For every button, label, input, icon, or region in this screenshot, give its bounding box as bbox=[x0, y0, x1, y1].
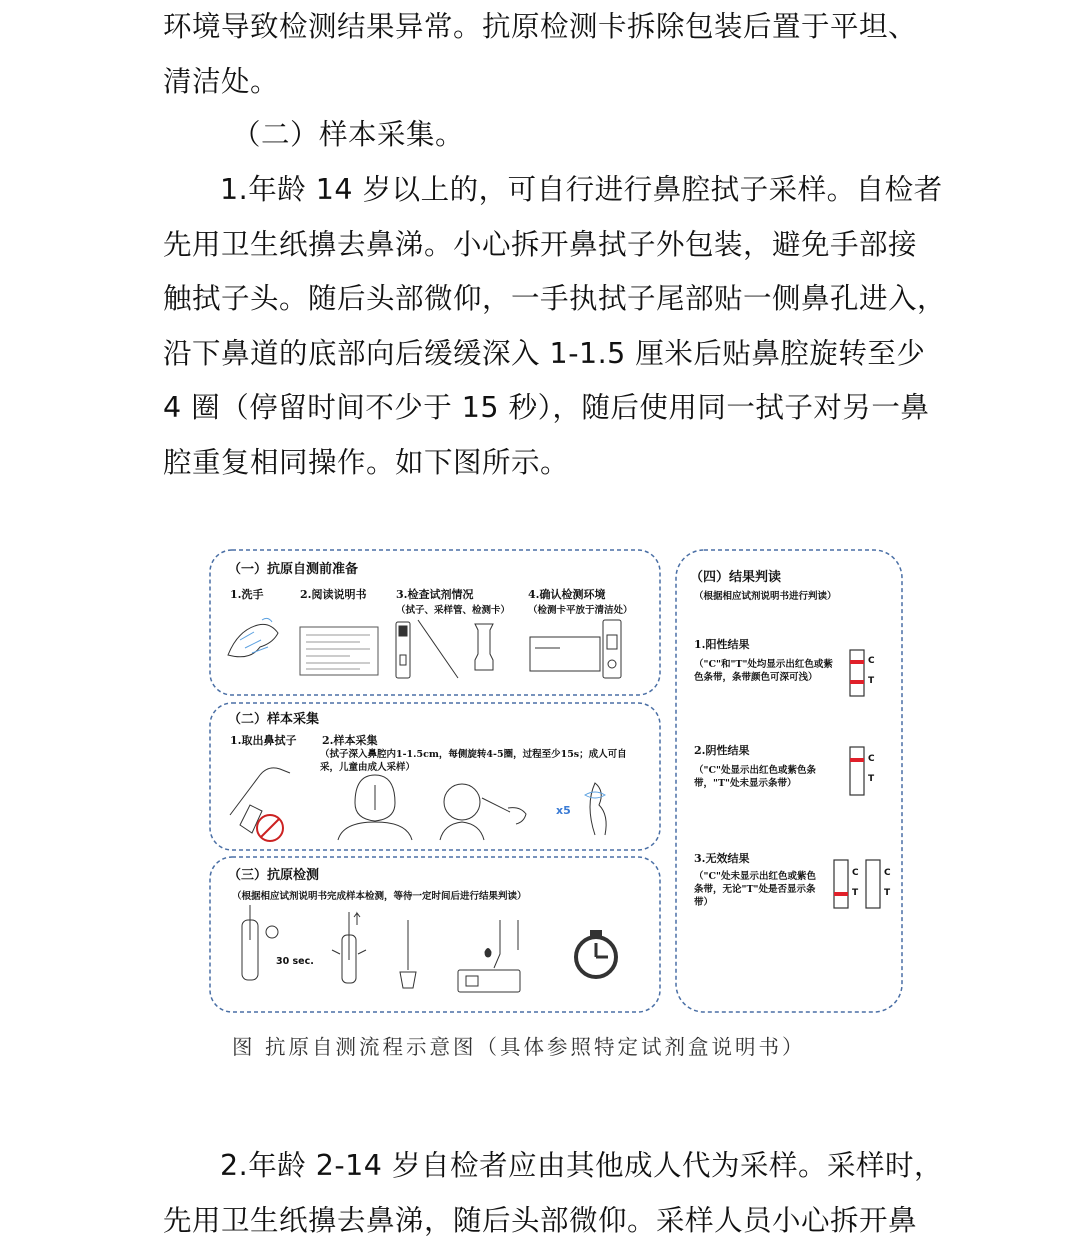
box-sampling-title: （二）样本采集 bbox=[228, 708, 319, 727]
step-read-manual: 2.阅读说明书 bbox=[300, 586, 366, 602]
step-check-kit-note: （拭子、采样管、检测卡） bbox=[396, 602, 510, 616]
text-line: 环境导致检测结果异常。抗原检测卡拆除包装后置于平坦、 bbox=[163, 0, 923, 55]
box-result-title: （四）结果判读 bbox=[690, 566, 781, 585]
invalid-title: 3.无效结果 bbox=[694, 850, 749, 866]
negative-t-label: T bbox=[868, 774, 874, 784]
invalid-c-label-2: C bbox=[884, 868, 891, 878]
paragraph-item-1 bbox=[163, 163, 923, 490]
detection-note: （根据相应试剂说明书完成样本检测，等待一定时间后进行结果判读） bbox=[232, 890, 642, 903]
box-detection-title: （三）抗原检测 bbox=[228, 864, 319, 883]
positive-t-band bbox=[850, 680, 864, 684]
child-sampling-icon bbox=[440, 784, 526, 840]
timer-icon bbox=[576, 930, 616, 977]
text-line: 1.年龄 14 岁以上的，可自行进行鼻腔拭子采样。自检者 bbox=[163, 163, 923, 218]
paragraph-top bbox=[163, 0, 923, 109]
text-line: 2.年龄 2-14 岁自检者应由其他成人代为采样。采样时， bbox=[163, 1139, 923, 1194]
invalid-t-label-1: T bbox=[852, 888, 858, 898]
invalid-strip-1 bbox=[834, 860, 848, 908]
section-heading-text: （二）样本采集。 bbox=[232, 108, 992, 163]
invalid-c-label-1: C bbox=[852, 868, 859, 878]
negative-strip bbox=[850, 747, 864, 795]
swab-package-icon bbox=[230, 768, 290, 841]
step-wash-hands: 1.洗手 bbox=[230, 586, 263, 602]
time-label: 30 sec. bbox=[276, 956, 314, 967]
manual-icon bbox=[300, 627, 378, 675]
test-environment-icon bbox=[530, 620, 621, 678]
test-card-drop-icon bbox=[458, 920, 520, 992]
negative-desc: （"C"处显示出红色或紫色条带，"T"处未显示条带） bbox=[694, 764, 834, 790]
positive-desc: （"C"和"T"处均显示出红色或紫色条带，条带颜色可深可浅） bbox=[694, 658, 834, 684]
positive-c-label: C bbox=[868, 656, 875, 666]
sample-tube-icon bbox=[242, 905, 278, 980]
section-heading bbox=[232, 108, 992, 163]
invalid-desc: （"C"处未显示出红色或紫色条带，无论"T"处是否显示条带） bbox=[694, 870, 824, 909]
dropper-icon bbox=[400, 920, 416, 988]
text-line: 沿下鼻道的底部向后缓缓深入 1-1.5 厘米后贴鼻腔旋转至少 bbox=[163, 327, 923, 382]
positive-title: 1.阳性结果 bbox=[694, 636, 749, 652]
nostril-rotation-icon bbox=[585, 783, 606, 835]
step-sample-collection: 2.样本采集 bbox=[322, 732, 377, 748]
positive-strip bbox=[850, 650, 864, 696]
self-sampling-icon bbox=[338, 775, 412, 840]
box-prep-title: （一）抗原自测前准备 bbox=[228, 558, 358, 577]
text-line: 腔重复相同操作。如下图所示。 bbox=[163, 436, 923, 491]
hand-wash-icon bbox=[228, 618, 278, 656]
text-line: 触拭子头。随后头部微仰，一手执拭子尾部贴一侧鼻孔进入， bbox=[163, 272, 923, 327]
reagent-kit-icon bbox=[396, 620, 493, 678]
text-line: 4 圈（停留时间不少于 15 秒），随后使用同一拭子对另一鼻 bbox=[163, 381, 923, 436]
negative-c-label: C bbox=[868, 754, 875, 764]
invalid-strip-2 bbox=[866, 860, 880, 908]
text-line: 先用卫生纸擤去鼻涕。小心拆开鼻拭子外包装，避免手部接 bbox=[163, 218, 923, 273]
invalid-t-band bbox=[834, 892, 848, 896]
step-take-swab: 1.取出鼻拭子 bbox=[230, 732, 296, 748]
step-check-environment-note: （检测卡平放于清洁处） bbox=[528, 602, 633, 616]
figure-caption: 图 抗原自测流程示意图（具体参照特定试剂盒说明书） bbox=[232, 1030, 806, 1060]
text-line: 清洁处。 bbox=[163, 55, 923, 110]
result-note: （根据相应试剂说明书进行判读） bbox=[694, 590, 837, 603]
paragraph-item-2 bbox=[163, 1139, 923, 1248]
rotate-count-label: x5 bbox=[556, 804, 571, 817]
negative-title: 2.阴性结果 bbox=[694, 742, 749, 758]
negative-c-band bbox=[850, 758, 864, 762]
step-check-environment: 4.确认检测环境 bbox=[528, 586, 605, 602]
step-check-kit: 3.检查试剂情况 bbox=[396, 586, 473, 602]
text-line: 先用卫生纸擤去鼻涕，随后头部微仰。采样人员小心拆开鼻 bbox=[163, 1194, 923, 1248]
squeeze-swab-icon bbox=[332, 912, 366, 983]
antigen-test-figure bbox=[200, 540, 910, 1020]
invalid-t-label-2: T bbox=[884, 888, 890, 898]
positive-t-label: T bbox=[868, 676, 874, 686]
positive-c-band bbox=[850, 660, 864, 664]
sampling-note: （拭子深入鼻腔内1-1.5cm，每侧旋转4-5圈，过程至少15s；成人可自采，儿童由成人采样） bbox=[320, 748, 640, 774]
